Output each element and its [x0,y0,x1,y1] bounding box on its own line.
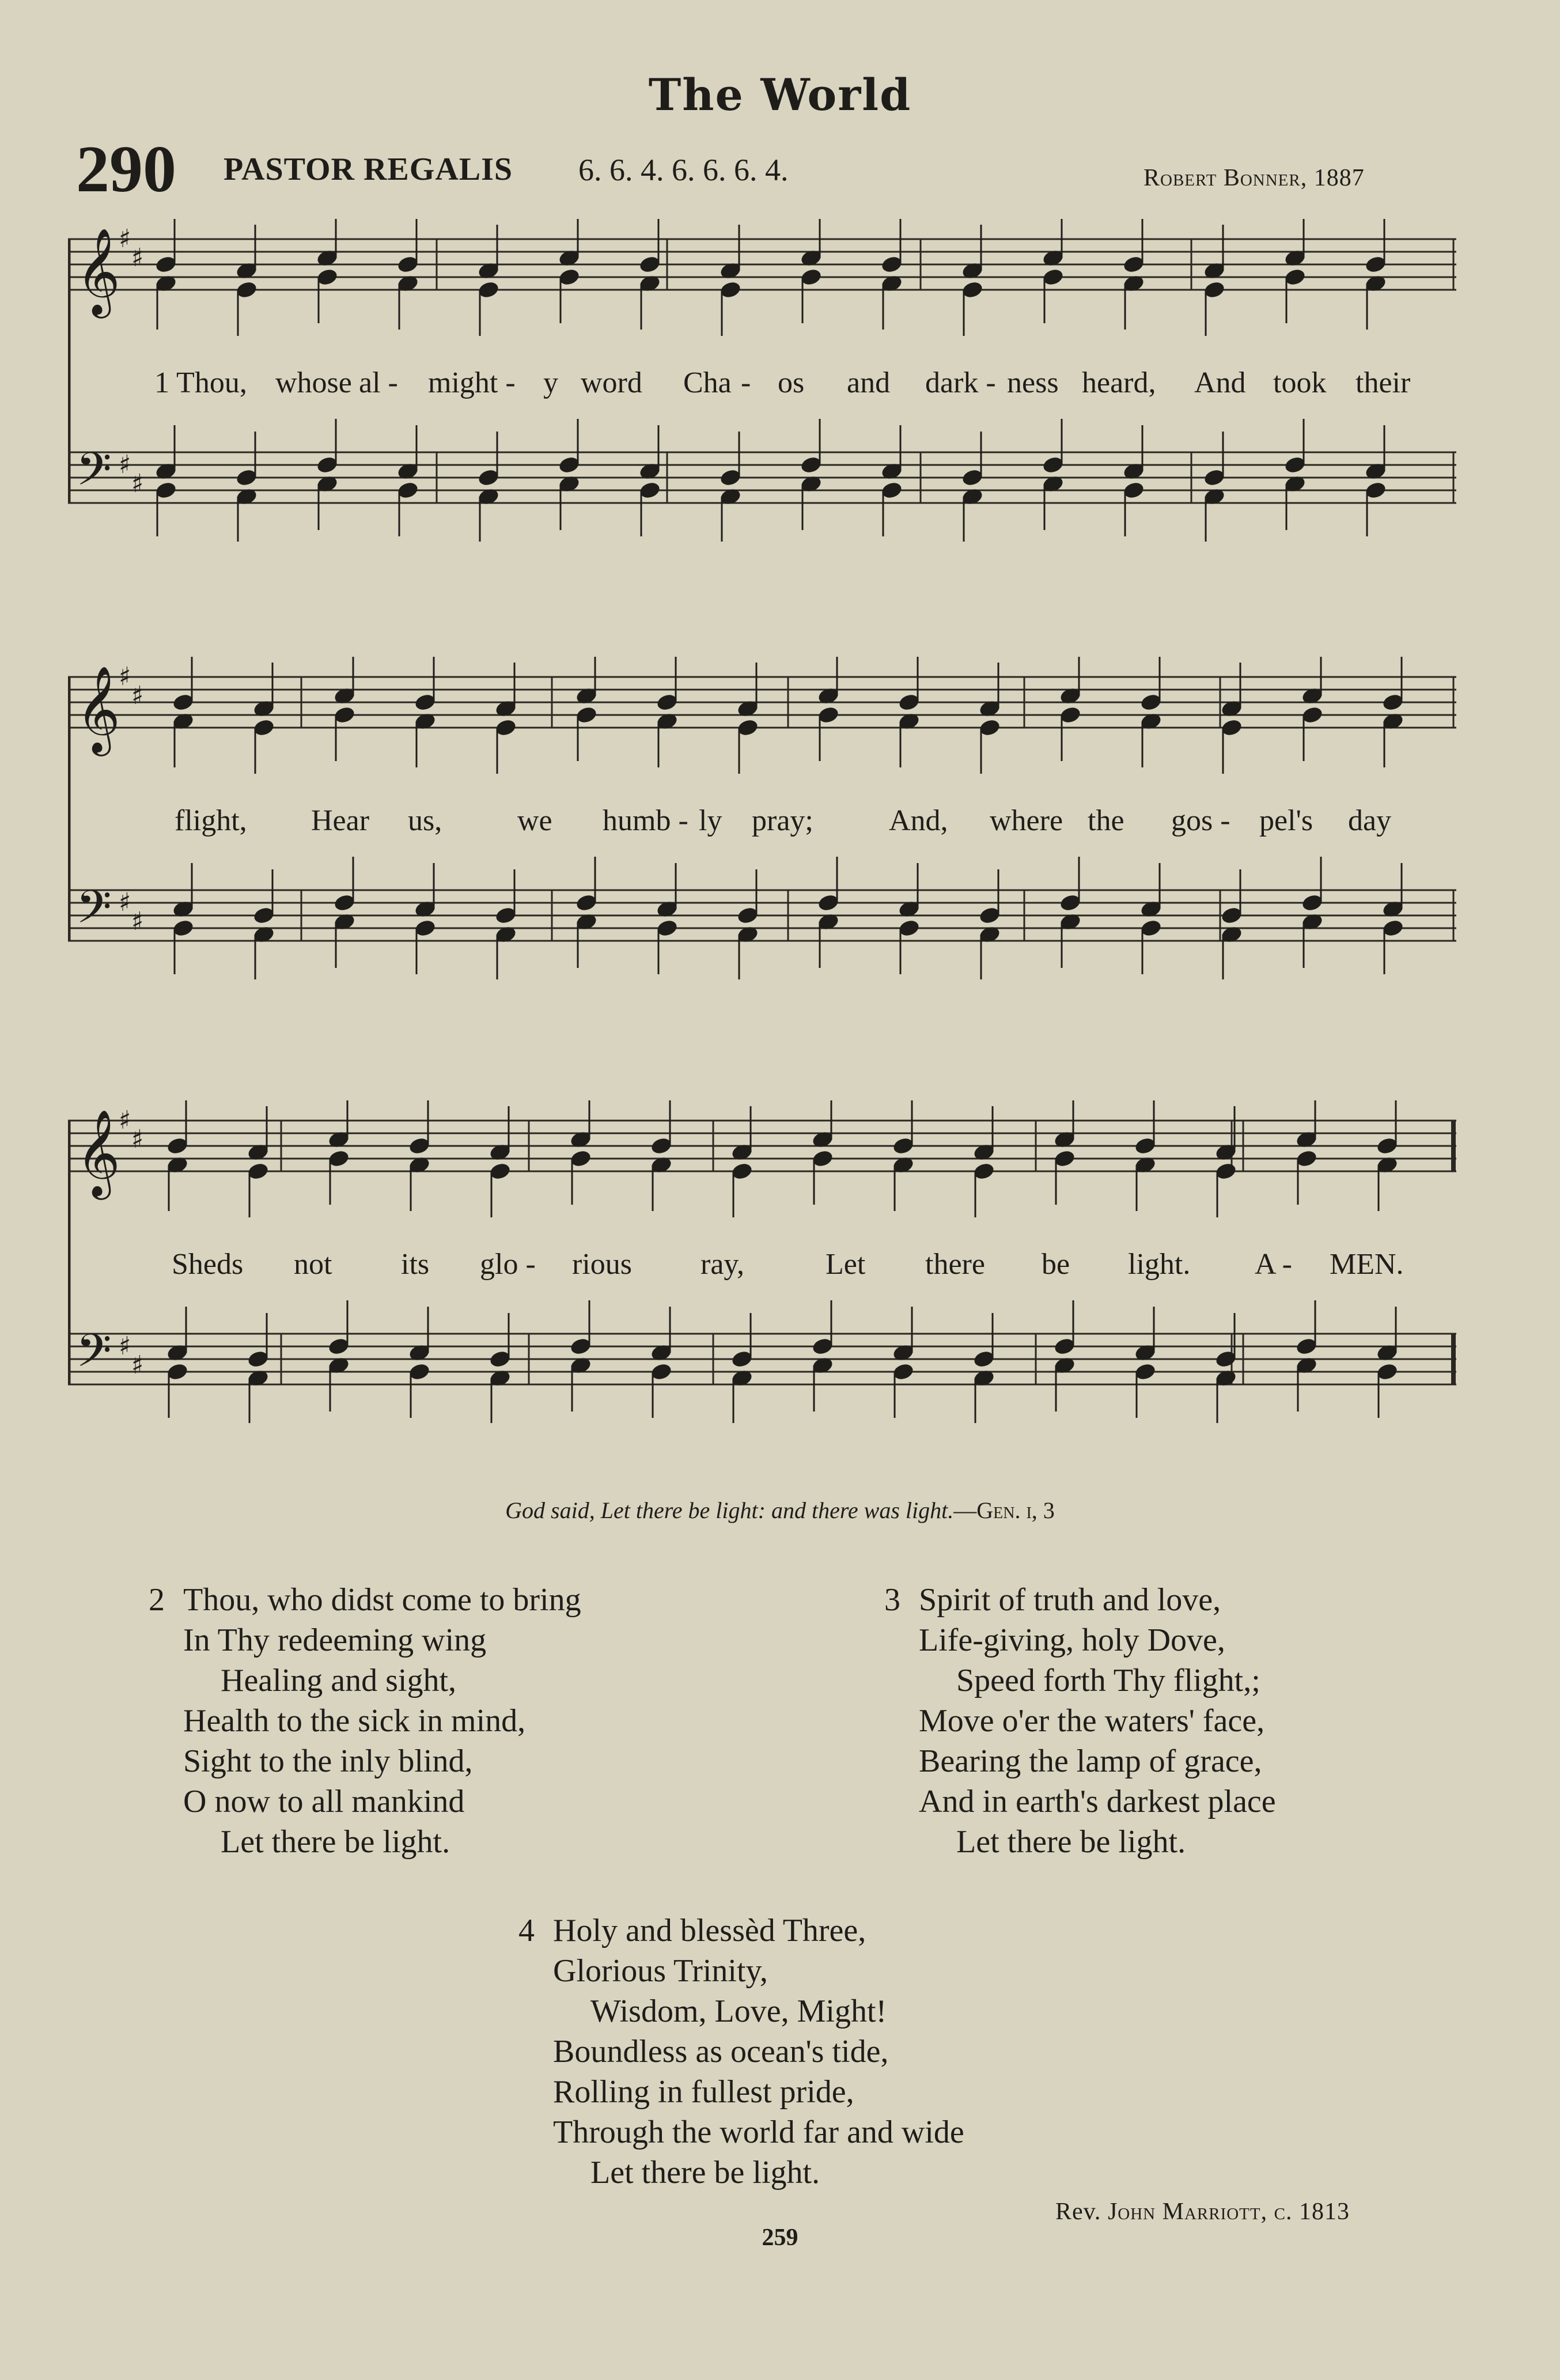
stanza-line: Health to the sick in mind, [183,1703,526,1739]
stanza-line: Wisdom, Love, Might! [590,1993,887,2029]
sharp-icon: ♯ [119,1331,131,1361]
lyric-syllable: and [847,366,891,399]
music-notation [68,1100,1456,1423]
lyric-syllable: word [581,366,642,399]
lyric-syllable: y [543,366,558,399]
lyric-syllable: Hear [311,804,370,837]
lyric-syllable: took [1273,366,1327,399]
stanza-number: 2 [149,1582,165,1618]
sharp-icon: ♯ [131,1125,144,1154]
lyric-syllable: us, [408,804,442,837]
hymn-number: 290 [76,133,176,206]
treble-clef-icon: 𝄞 [76,227,120,315]
stanza-line: Life-giving, holy Dove, [919,1622,1225,1658]
lyric-syllable: pel's [1259,804,1313,837]
stanza-line: Rolling in fullest pride, [553,2074,854,2110]
stanza-4 [518,1910,964,2193]
stanza-line: Let there be light. [221,1824,450,1860]
scripture-text: God said, Let there be light: and there was light. [505,1497,954,1523]
sharp-icon: ♯ [119,888,131,917]
lyric-syllable: 1 Thou, [154,366,247,399]
lyric-syllable: might - [428,366,516,399]
stanza-line: Healing and sight, [221,1663,457,1698]
stanza-line: Through the world far and wide [553,2114,964,2150]
lyric-syllable: os [778,366,805,399]
stanza-line: Boundless as ocean's tide, [553,2034,889,2069]
lyric-syllable: its [401,1248,430,1281]
meter: 6. 6. 4. 6. 6. 6. 4. [578,153,789,187]
lyric-syllable: light. [1128,1248,1191,1281]
lyric-syllable: ly [699,804,722,837]
stanza-line: Let there be light. [956,1824,1186,1860]
lyric-syllable: where [990,804,1063,837]
stanza-line: Let there be light. [590,2155,820,2190]
lyric-syllable: the [1088,804,1124,837]
author-title: Rev. [1055,2199,1101,2225]
lyric-syllable: And [1194,366,1246,399]
staff-lines [68,890,1456,941]
staff-lines [68,1334,1456,1384]
stanza-line: Thou, who didst come to bring [183,1582,581,1618]
staff-lines [68,677,1456,728]
sharp-icon: ♯ [119,1106,131,1135]
tune-name: PASTOR REGALIS [224,152,513,187]
author-credit [1055,2198,1350,2226]
author-name: John Marriott, c. 1813 [1107,2199,1350,2225]
music-system-1 [68,219,1456,542]
lyric-syllable: day [1348,804,1392,837]
lyric-syllable: A - [1255,1248,1292,1281]
bass-clef-icon: 𝄢 [76,442,112,507]
stanza-line: Glorious Trinity, [553,1953,768,1989]
stanza-2 [149,1580,581,1862]
sharp-icon: ♯ [131,907,144,936]
lyric-syllable: humb - [603,804,688,837]
lyric-syllable: MEN. [1330,1248,1404,1281]
stanza-line: In Thy redeeming wing [183,1622,487,1658]
treble-clef-icon: 𝄞 [76,1108,120,1196]
lyric-syllable: glo - [480,1248,536,1281]
stanza-line: O now to all mankind [183,1784,465,1819]
lyric-syllable: we [517,804,552,837]
staff-lines [68,452,1456,503]
lyric-syllable: their [1355,366,1411,399]
lyric-syllable: ray, [701,1248,745,1281]
lyric-syllable: Cha [683,366,732,399]
section-title: The World [648,69,912,120]
sharp-icon: ♯ [131,681,144,710]
staff-lines [68,239,1456,290]
stanza-line: Move o'er the waters' face, [919,1703,1265,1739]
sharp-icon: ♯ [131,469,144,498]
composer: Robert Bonner, 1887 [1144,165,1365,191]
stanza-number: 3 [884,1582,900,1618]
sharp-icon: ♯ [131,1350,144,1380]
stanza-line: Bearing the lamp of grace, [919,1743,1262,1779]
stanza-line: Holy and blessèd Three, [553,1913,866,1948]
sharp-icon: ♯ [119,662,131,691]
treble-clef-icon: 𝄞 [76,665,120,752]
stanza-line: Speed forth Thy flight,; [956,1663,1260,1698]
bass-clef-icon: 𝄢 [76,1324,112,1388]
lyric-syllable: gos - [1171,804,1230,837]
music-system-2 [68,657,1456,979]
lyric-syllable: ness [1007,366,1059,399]
lyric-syllable: not [294,1248,332,1281]
stanza-line: Spirit of truth and love, [919,1582,1221,1618]
scripture-reference: —Gen. i, 3 [953,1497,1055,1523]
lyric-syllable: pray; [752,804,813,837]
sharp-icon: ♯ [119,224,131,253]
stanza-line: Sight to the inly blind, [183,1743,473,1779]
lyric-syllable: heard, [1082,366,1156,399]
lyric-syllable: there [925,1248,985,1281]
lyric-syllable: rious [572,1248,632,1281]
lyric-syllable: al - [359,366,398,399]
stanza-3 [884,1580,1276,1862]
lyric-syllable: Sheds [172,1248,244,1281]
stanza-line: And in earth's darkest place [919,1784,1276,1819]
music-system-3 [68,1100,1456,1423]
lyric-syllable: - [741,366,751,399]
sharp-icon: ♯ [131,243,144,273]
sharp-icon: ♯ [119,450,131,479]
lyric-syllable: flight, [175,804,247,837]
lyric-syllable: And, [889,804,948,837]
page-number: 259 [762,2224,798,2251]
lyric-syllable: be [1042,1248,1070,1281]
staff-lines [68,1121,1456,1171]
bass-clef-icon: 𝄢 [76,880,112,945]
lyric-syllable: whose [275,366,352,399]
lyric-syllable: dark - [925,366,996,399]
lyric-syllable: Let [826,1248,866,1281]
scripture-quote [0,1497,1560,1524]
stanza-number: 4 [518,1913,535,1948]
